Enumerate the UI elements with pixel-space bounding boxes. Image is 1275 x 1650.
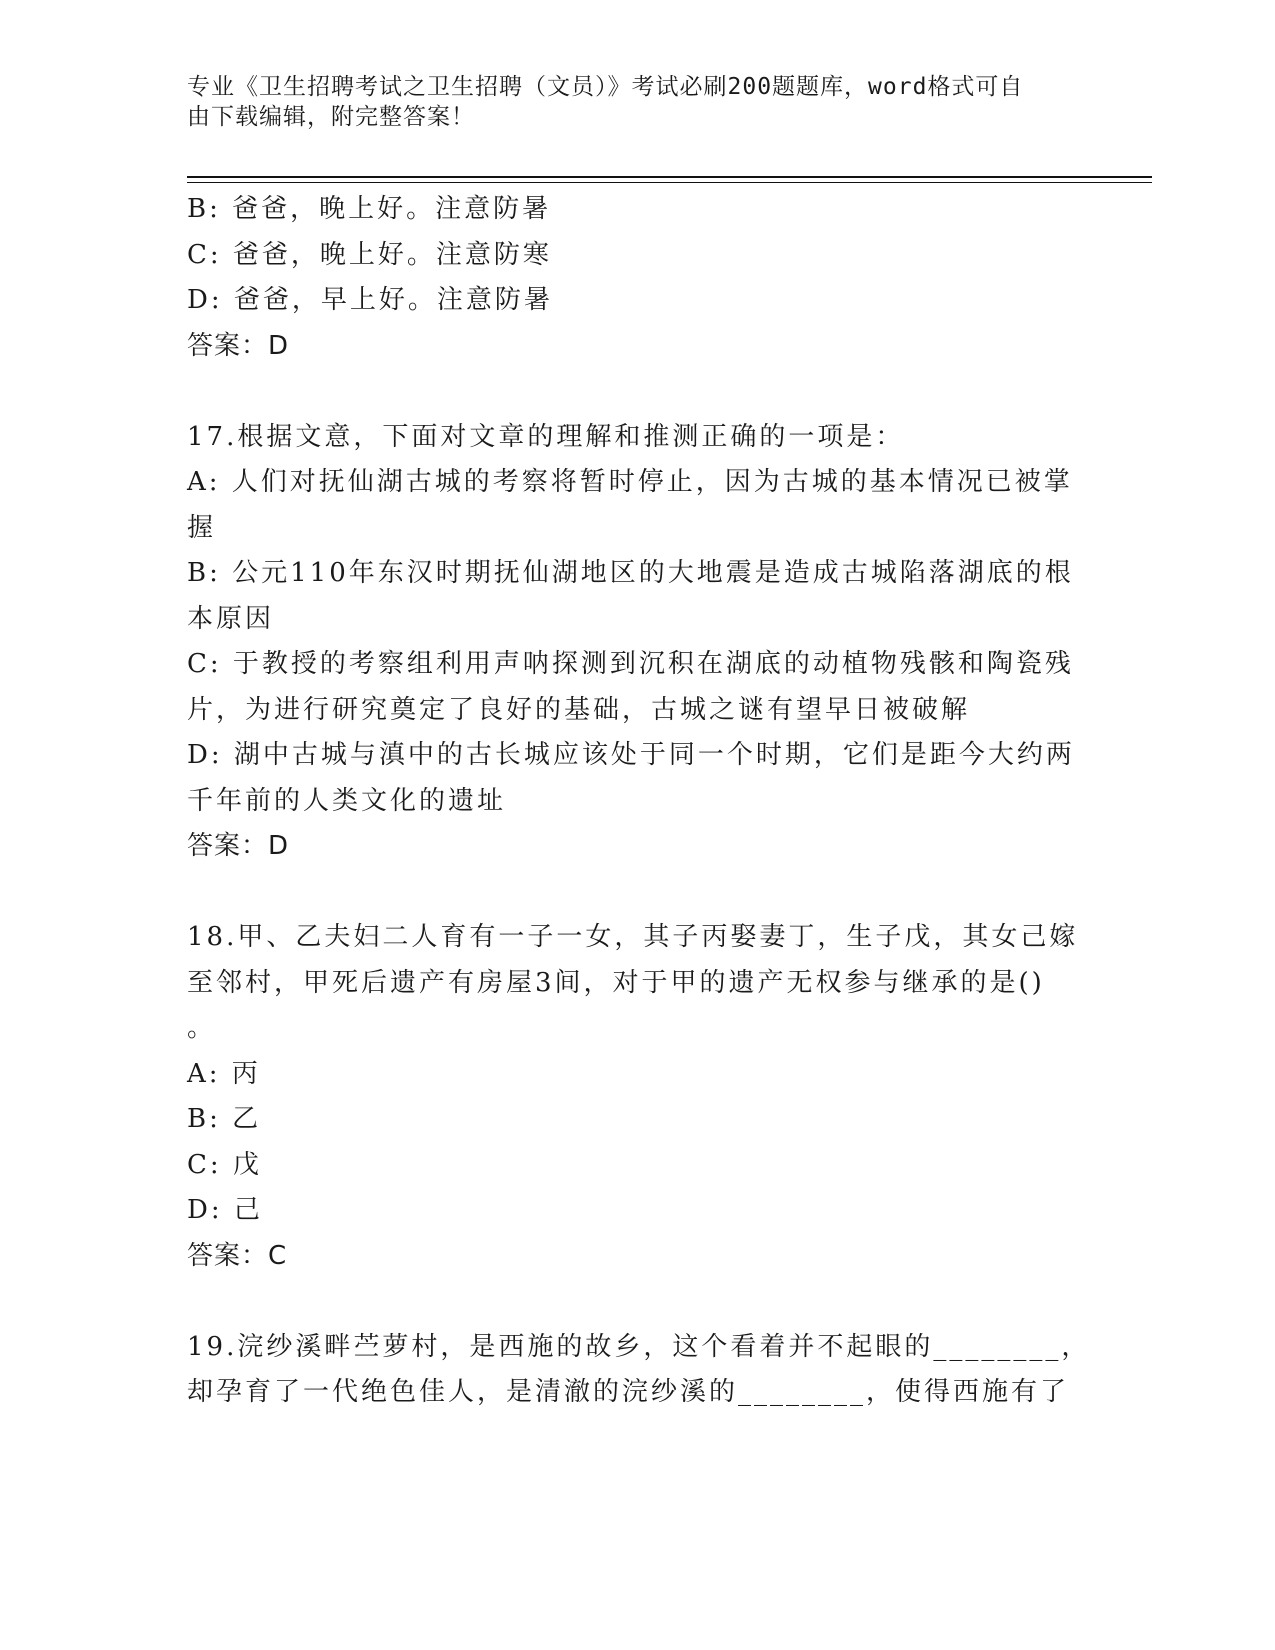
- question-stem: 18.甲、乙夫妇二人育有一子一女，其子丙娶妻丁，生子戊，其女己嫁: [187, 922, 1079, 952]
- option-d: D: 己: [187, 1195, 263, 1225]
- option-c: C: 爸爸，晚上好。注意防寒: [187, 239, 552, 270]
- header-line-2: 由下载编辑，附完整答案！: [187, 104, 475, 130]
- option-a-continued: 握: [187, 512, 217, 543]
- question-stem-continued: 。: [187, 1013, 217, 1043]
- question-stem: 19.浣纱溪畔苎萝村，是西施的故乡，这个看着并不起眼的________，: [187, 1331, 1091, 1362]
- option-a: A: 丙: [187, 1058, 261, 1089]
- option-d: D: 爸爸，早上好。注意防暑: [187, 285, 553, 315]
- answer: 答案：D: [187, 831, 290, 861]
- option-b: B: 爸爸，晚上好。注意防暑: [187, 194, 552, 224]
- question-18: [187, 915, 1079, 1279]
- option-d: D: 湖中古城与滇中的古长城应该处于同一个时期，它们是距今大约两: [187, 740, 1075, 770]
- option-c: C: 于教授的考察组利用声呐探测到沉积在湖底的动植物残骸和陶瓷残: [187, 649, 1074, 679]
- spacer: [187, 870, 1067, 916]
- header-divider-thin: [187, 182, 1152, 183]
- question-stem-continued: 至邻村，甲死后遗产有房屋3间，对于甲的遗产无权参与继承的是(): [187, 967, 1045, 998]
- spacer: [187, 1279, 1067, 1325]
- question-content: [187, 187, 1091, 1416]
- option-a: A: 人们对抚仙湖古城的考察将暂时停止，因为古城的基本情况已被掌: [187, 467, 1073, 497]
- spacer: [187, 369, 1067, 415]
- header-divider-thick: [187, 176, 1152, 178]
- question-stem: 17.根据文意，下面对文章的理解和推测正确的一项是：: [187, 421, 905, 452]
- question-stem-continued: 却孕育了一代绝色佳人，是清澈的浣纱溪的________，使得西施有了: [187, 1377, 1070, 1407]
- answer: 答案：D: [187, 330, 290, 361]
- option-b-continued: 本原因: [187, 603, 275, 634]
- option-d-continued: 千年前的人类文化的遗址: [187, 785, 507, 816]
- question-16: [187, 187, 1067, 369]
- option-b: B: 公元110年东汉时期抚仙湖地区的大地震是造成古城陷落湖底的根: [187, 558, 1074, 588]
- question-19: [187, 1325, 1091, 1416]
- question-17: [187, 415, 1075, 870]
- option-c: C: 戊: [187, 1149, 262, 1180]
- answer: 答案：C: [187, 1240, 288, 1271]
- option-c-continued: 片，为进行研究奠定了良好的基础，古城之谜有望早日被破解: [187, 694, 971, 725]
- option-b: B: 乙: [187, 1104, 262, 1134]
- header-line-1: 专业《卫生招聘考试之卫生招聘（文员）》考试必刷200题题库，word格式可自: [187, 74, 1024, 100]
- document-header: [187, 72, 1067, 132]
